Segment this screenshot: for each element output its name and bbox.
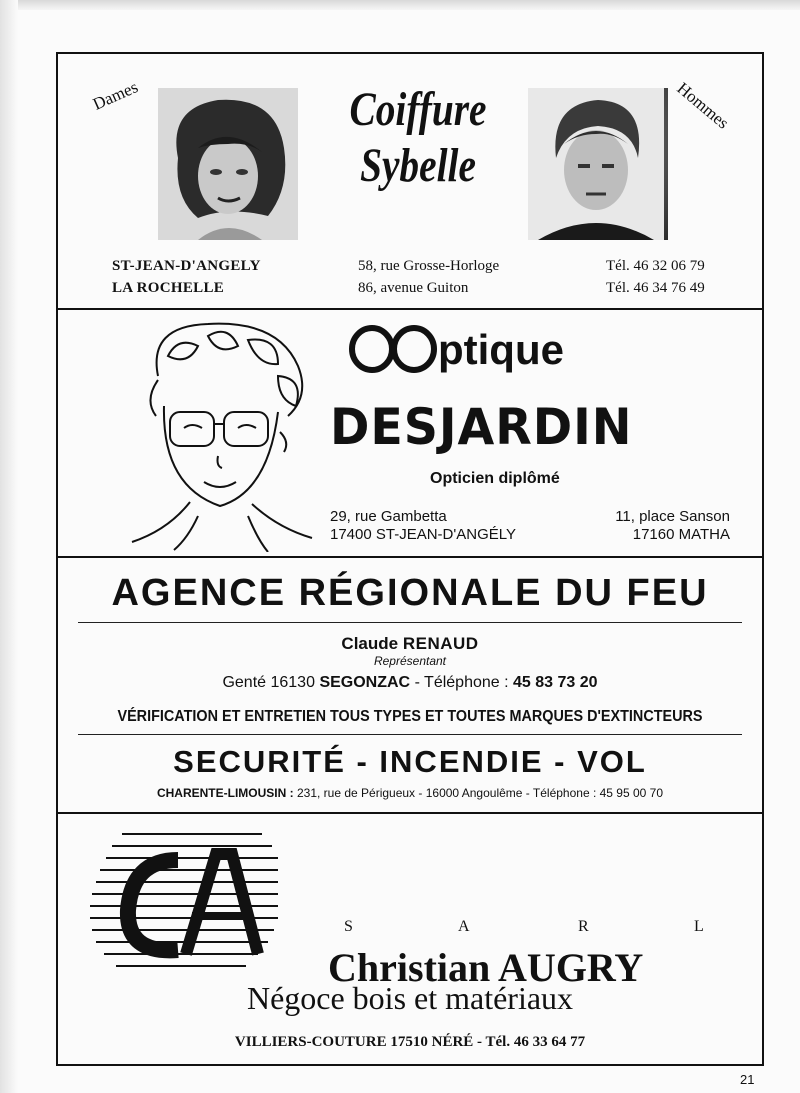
coiffure-city2: LA ROCHELLE	[112, 280, 225, 296]
feu-phone: 45 83 73 20	[513, 674, 598, 691]
optique-name: DESJARDIN	[330, 398, 633, 456]
feu-contact-first: Claude	[341, 634, 399, 653]
sarl-letter-s: S	[344, 918, 353, 935]
optique-address2	[612, 508, 730, 544]
page-binding-shadow	[0, 0, 18, 1093]
coiffure-phone1: Tél. 46 32 06 79	[606, 258, 705, 274]
woman-glasses-illustration	[128, 316, 318, 552]
optique-address1-line1: 29, rue Gambetta	[330, 508, 447, 525]
glasses-logo-icon	[348, 324, 440, 374]
coiffure-title	[336, 82, 500, 194]
coiffure-address1: 58, rue Grosse-Horloge	[358, 258, 500, 274]
label-dames: Dames	[89, 77, 141, 114]
augry-address: VILLIERS-COUTURE 17510 NÉRÉ - Tél. 46 33 64 77	[234, 1034, 586, 1050]
ads-frame	[56, 52, 764, 1066]
page-number: 21	[740, 1072, 755, 1087]
feu-branch	[58, 786, 762, 800]
optique-address2-line1: 11, place Sanson	[615, 508, 730, 525]
optique-address2-line2: 17160 MATHA	[632, 526, 730, 543]
feu-contact	[58, 634, 762, 654]
feu-location	[58, 674, 762, 692]
page-top-edge	[0, 0, 800, 10]
optique-ad	[58, 310, 762, 556]
optique-subtitle: Opticien diplômé	[430, 470, 560, 487]
sarl-letter-l: L	[694, 918, 704, 935]
sarl-letter-r: R	[578, 918, 589, 935]
feu-contact-last: RENAUD	[402, 634, 479, 653]
augry-name: Christian AUGRY	[328, 945, 644, 990]
augry-ad	[58, 814, 762, 1064]
feu-branch-text: 231, rue de Périgueux - 16000 Angoulême - Téléphone : 45 95 00 70	[296, 786, 664, 800]
feu-phone-label: - Téléphone :	[414, 674, 509, 691]
feu-slogan: SECURITÉ - INCENDIE - VOL	[173, 744, 647, 779]
optique-address1-line2: 17400 ST-JEAN-D'ANGÉLY	[330, 526, 516, 543]
coiffure-title-line1: Coiffure	[349, 83, 487, 136]
feu-location-town: SEGONZAC	[319, 674, 411, 691]
coiffure-title-line2: Sybelle	[360, 139, 476, 192]
optique-address1	[330, 508, 516, 544]
label-hommes: Hommes	[673, 78, 733, 133]
feu-ad	[58, 558, 762, 812]
feu-rule-top	[78, 622, 742, 623]
coiffure-address2: 86, avenue Guiton	[358, 280, 469, 296]
augry-business: Négoce bois et matériaux	[246, 980, 574, 1016]
coiffure-phone2: Tél. 46 34 76 49	[606, 280, 705, 296]
feu-rule-bottom	[78, 734, 742, 735]
ca-logo-icon	[82, 830, 282, 970]
woman-portrait-photo	[158, 88, 298, 240]
sarl-letter-a: A	[458, 918, 470, 935]
feu-role: Représentant	[373, 654, 447, 668]
feu-service: VÉRIFICATION ET ENTRETIEN TOUS TYPES ET TOUTES MARQUES D'EXTINCTEURS	[117, 708, 703, 725]
coiffure-city1: ST-JEAN-D'ANGELY	[112, 258, 261, 274]
coiffure-ad	[58, 54, 762, 308]
feu-location-prefix: Genté 16130	[222, 674, 315, 691]
feu-branch-label: CHARENTE-LIMOUSIN :	[156, 786, 294, 800]
optique-brand-word: ptique	[438, 326, 564, 373]
feu-title: AGENCE RÉGIONALE DU FEU	[111, 572, 709, 614]
man-portrait-photo	[528, 88, 668, 240]
